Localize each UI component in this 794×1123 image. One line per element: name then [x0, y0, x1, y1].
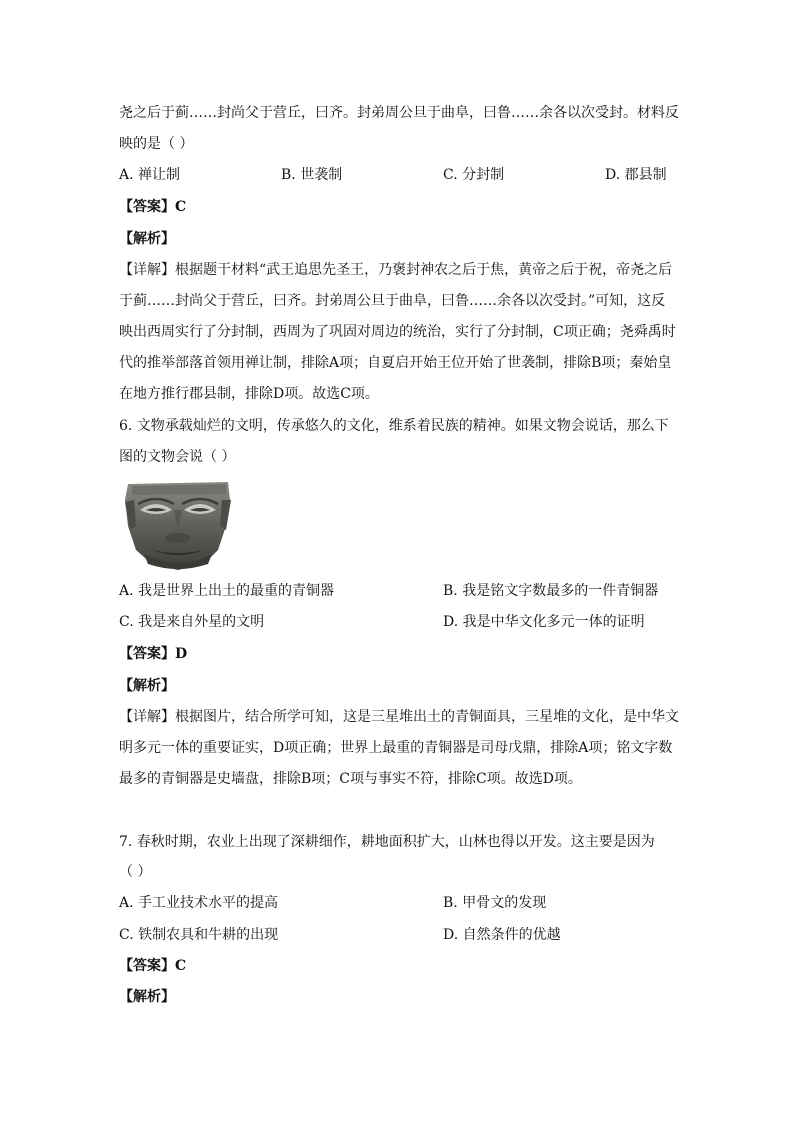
- q5-detail-line: 映出西周实行了分封制，西周为了巩固对周边的统治，实行了分封制，C项正确；尧舜禹时: [119, 324, 676, 340]
- q5-answer: 【答案】C: [119, 199, 187, 215]
- q5-analysis-heading: 【解析】: [119, 231, 175, 247]
- q6-analysis-heading: 【解析】: [119, 678, 175, 694]
- q5-stem-line2: 映的是（ ）: [119, 136, 194, 152]
- q7-answer: 【答案】C: [119, 958, 187, 974]
- q6-option-b: B. 我是铭文字数最多的一件青铜器: [443, 583, 659, 599]
- q6-detail-line: 明多元一体的重要证实，D项正确；世界上最重的青铜器是司母戊鼎，排除A项；铭文字数: [119, 740, 673, 756]
- q5-stem-line1: 尧之后于蓟……封尚父于营丘，曰齐。封弟周公旦于曲阜，曰鲁……余各以次受封。材料反: [119, 105, 679, 121]
- q6-answer: 【答案】D: [119, 646, 188, 662]
- q7-stem-line1: 7. 春秋时期，农业上出现了深耕细作，耕地面积扩大，山林也得以开发。这主要是因为: [119, 834, 655, 850]
- q5-option-c: C. 分封制: [443, 167, 505, 183]
- q7-analysis-heading: 【解析】: [119, 989, 175, 1005]
- q7-option-d: D. 自然条件的优越: [443, 927, 561, 943]
- q6-detail-line: 最多的青铜器是史墙盘，排除B项；C项与事实不符，排除C项。故选D项。: [119, 771, 582, 787]
- q5-detail-line: 【详解】根据题干材料“武王追思先圣王，乃褒封神农之后于焦，黄帝之后于祝，帝尧之后: [119, 262, 673, 278]
- q5-detail-line: 于蓟……封尚父于营丘，曰齐。封弟周公旦于曲阜，曰鲁……余各以次受封。”可知，这反: [119, 293, 666, 309]
- q6-option-c: C. 我是来自外星的文明: [119, 614, 265, 630]
- bronze-mask-icon: [122, 480, 234, 570]
- q7-option-c: C. 铁制农具和牛耕的出现: [119, 927, 279, 943]
- q5-detail-line: 代的推举部落首领用禅让制，排除A项；自夏启开始王位开始了世袭制，排除B项；秦始皇: [119, 355, 672, 371]
- q7-option-a: A. 手工业技术水平的提高: [119, 895, 279, 911]
- q5-option-a: A. 禅让制: [119, 167, 181, 183]
- q5-detail-line: 在地方推行郡县制，排除D项。故选C项。: [119, 386, 379, 402]
- q6-stem-line2: 图的文物会说（ ）: [119, 449, 236, 465]
- q5-option-b: B. 世袭制: [281, 167, 343, 183]
- q7-stem-line2: （ ）: [119, 864, 152, 880]
- q5-option-d: D. 郡县制: [605, 167, 667, 183]
- q6-detail-line: 【详解】根据图片，结合所学可知，这是三星堆出土的青铜面具，三星堆的文化，是中华文: [119, 709, 679, 725]
- q6-option-a: A. 我是世界上出土的最重的青铜器: [119, 583, 335, 599]
- q6-option-d: D. 我是中华文化多元一体的证明: [443, 614, 645, 630]
- q7-option-b: B. 甲骨文的发现: [443, 895, 547, 911]
- q6-stem-line1: 6. 文物承载灿烂的文明，传承悠久的文化，维系着民族的精神。如果文物会说话，那么下: [119, 418, 669, 434]
